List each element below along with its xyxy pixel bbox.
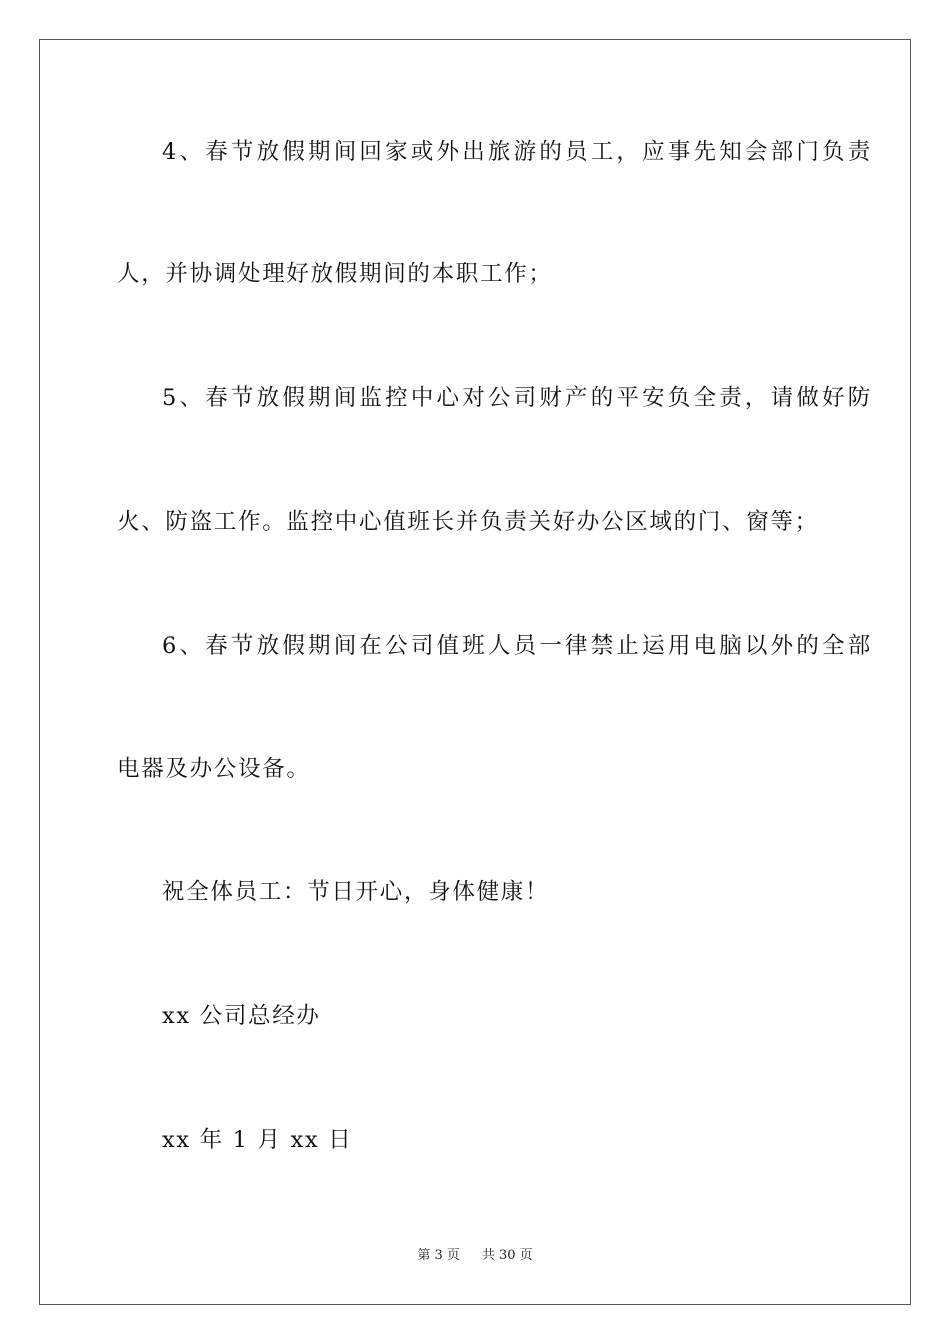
page-number: 第 3 页 [417, 1248, 460, 1263]
date: xx 年 1 月 xx 日 [162, 1127, 353, 1153]
signature: xx 公司总经办 [162, 1003, 321, 1029]
page-footer [0, 1247, 950, 1265]
item-4-line-1: 4、春节放假期间回家或外出旅游的员工，应事先知会部门负责 [162, 139, 874, 165]
item-4-line-2: 人，并协调处理好放假期间的本职工作； [117, 261, 553, 287]
item-6-line-2: 电器及办公设备。 [117, 756, 311, 782]
item-5-line-2: 火、防盗工作。监控中心值班长并负责关好办公区域的门、窗等； [117, 509, 819, 535]
greeting: 祝全体员工：节日开心，身体健康！ [162, 879, 550, 905]
item-5-line-1: 5、春节放假期间监控中心对公司财产的平安负全责，请做好防 [162, 385, 874, 411]
page-frame [39, 39, 911, 1305]
total-pages: 共 30 页 [481, 1248, 533, 1263]
item-6-line-1: 6、春节放假期间在公司值班人员一律禁止运用电脑以外的全部 [162, 633, 874, 659]
